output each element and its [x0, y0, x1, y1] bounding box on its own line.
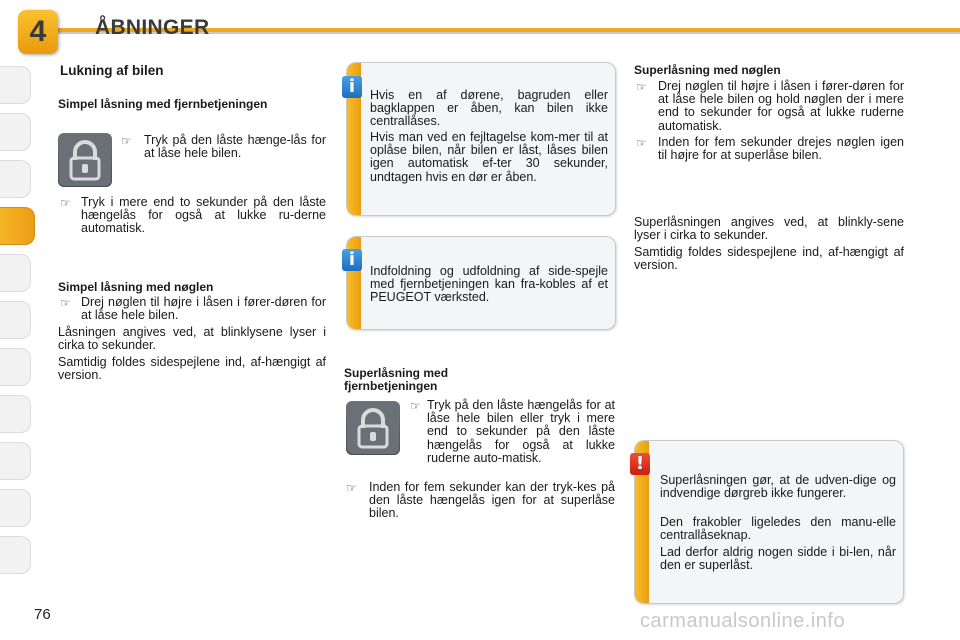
watermark: carmanualsonline.info	[640, 610, 846, 632]
superlock-key-bullet-1: Drej nøglen til højre i låsen i fører-døren for at låse hele bilen og hold nøglen der i mere end to sekunder for også at lukke ruderne automatisk.	[658, 79, 904, 133]
hand-pointer-icon: ☞	[636, 136, 647, 150]
page-number: 76	[34, 606, 51, 623]
superlock-key-bullet-2: Inden for fem sekunder drejes nøglen igen til højre for at superlåse bilen.	[658, 135, 904, 163]
hand-pointer-icon: ☞	[410, 399, 421, 413]
page-title: ÅBNINGER	[95, 16, 210, 39]
remote-lock-heading: Simpel låsning med fjernbetjeningen	[58, 97, 268, 111]
info-icon: i	[342, 76, 362, 98]
superlock-remote-heading-1: Superlåsning med	[344, 366, 449, 380]
info-note-para-1: Hvis en af dørene, bagruden eller bagklappen er åben, kan bilen ikke centrallåses.	[370, 88, 608, 129]
chapter-number: 4	[29, 15, 47, 48]
info-note-para-2: Hvis man ved en fejltagelse kom-mer til at oplåse bilen, når bilen er låst, låses bilen igen automatisk ef-ter 30 sekunder, undtagen hvis en dør er åben.	[370, 130, 608, 184]
section-title: Lukning af bilen	[60, 63, 164, 78]
chapter-tab-5[interactable]	[0, 254, 31, 292]
chapter-tab-9[interactable]	[0, 442, 31, 480]
hand-pointer-icon: ☞	[121, 134, 132, 148]
chapter-tab-4[interactable]	[0, 207, 35, 245]
warning-para-3: Lad derfor aldrig nogen sidde i bi-len, når den er superlåst.	[660, 545, 896, 573]
info-note-2-para-1: Indfoldning og udfoldning af side-spejle med fjernbetjeningen kan fra-kobles af et PEUGEOT værksted.	[370, 264, 608, 305]
key-lock-heading: Simpel låsning med nøglen	[58, 280, 214, 294]
info-icon: i	[342, 249, 362, 271]
chapter-tab-1[interactable]	[0, 66, 31, 104]
superlock-key-heading: Superlåsning med nøglen	[634, 63, 781, 77]
chapter-tab-3[interactable]	[0, 160, 31, 198]
hand-pointer-icon: ☞	[60, 296, 71, 310]
remote-bullet-1: Tryk på den låste hænge-lås for at låse hele bilen.	[144, 133, 326, 161]
hand-pointer-icon: ☞	[636, 80, 647, 94]
chapter-tab-2[interactable]	[0, 113, 31, 151]
key-para-2: Samtidig foldes sidespejlene ind, af-hængigt af version.	[58, 355, 326, 383]
warning-para-2: Den frakobler ligeledes den manu-elle centrallåseknap.	[660, 515, 896, 543]
chapter-tab-7[interactable]	[0, 348, 31, 386]
chapter-tab-rail	[0, 66, 32, 586]
warning-para-1: Superlåsningen gør, at de udven-dige og indvendige dørgreb ikke fungerer.	[660, 473, 896, 501]
hand-pointer-icon: ☞	[60, 196, 71, 210]
chapter-tab-11[interactable]	[0, 536, 31, 574]
chapter-tab-10[interactable]	[0, 489, 31, 527]
superlock-remote-bullet-2: Inden for fem sekunder kan der tryk-kes på den låste hængelås igen for at superlåse bilen.	[369, 480, 615, 521]
superlock-remote-bullet-1: Tryk på den låste hængelås for at låse hele bilen eller tryk i mere end to sekunder på den låste hængelås for også at lukke ruderne auto-matisk.	[427, 398, 615, 465]
chapter-tab-8[interactable]	[0, 395, 31, 433]
exclamation-icon: !	[630, 453, 650, 475]
key-para-1: Låsningen angives ved, at blinklysene lyser i cirka to sekunder.	[58, 325, 326, 353]
remote-bullet-2: Tryk i mere end to sekunder på den låste hængelås for også at lukke ru-derne automatisk.	[81, 195, 326, 236]
superlock-key-para-2: Samtidig foldes sidespejlene ind, af-hængigt af version.	[634, 245, 904, 273]
chapter-tab-6[interactable]	[0, 301, 31, 339]
hand-pointer-icon: ☞	[346, 481, 357, 495]
key-bullet-1: Drej nøglen til højre i låsen i fører-døren for at låse hele bilen.	[81, 295, 326, 323]
padlock-button-icon	[58, 133, 112, 187]
superlock-key-para-1: Superlåsningen angives ved, at blinkly-sene lyser i cirka to sekunder.	[634, 215, 904, 243]
padlock-button-icon	[346, 401, 400, 455]
superlock-remote-heading-2: fjernbetjeningen	[344, 379, 438, 393]
